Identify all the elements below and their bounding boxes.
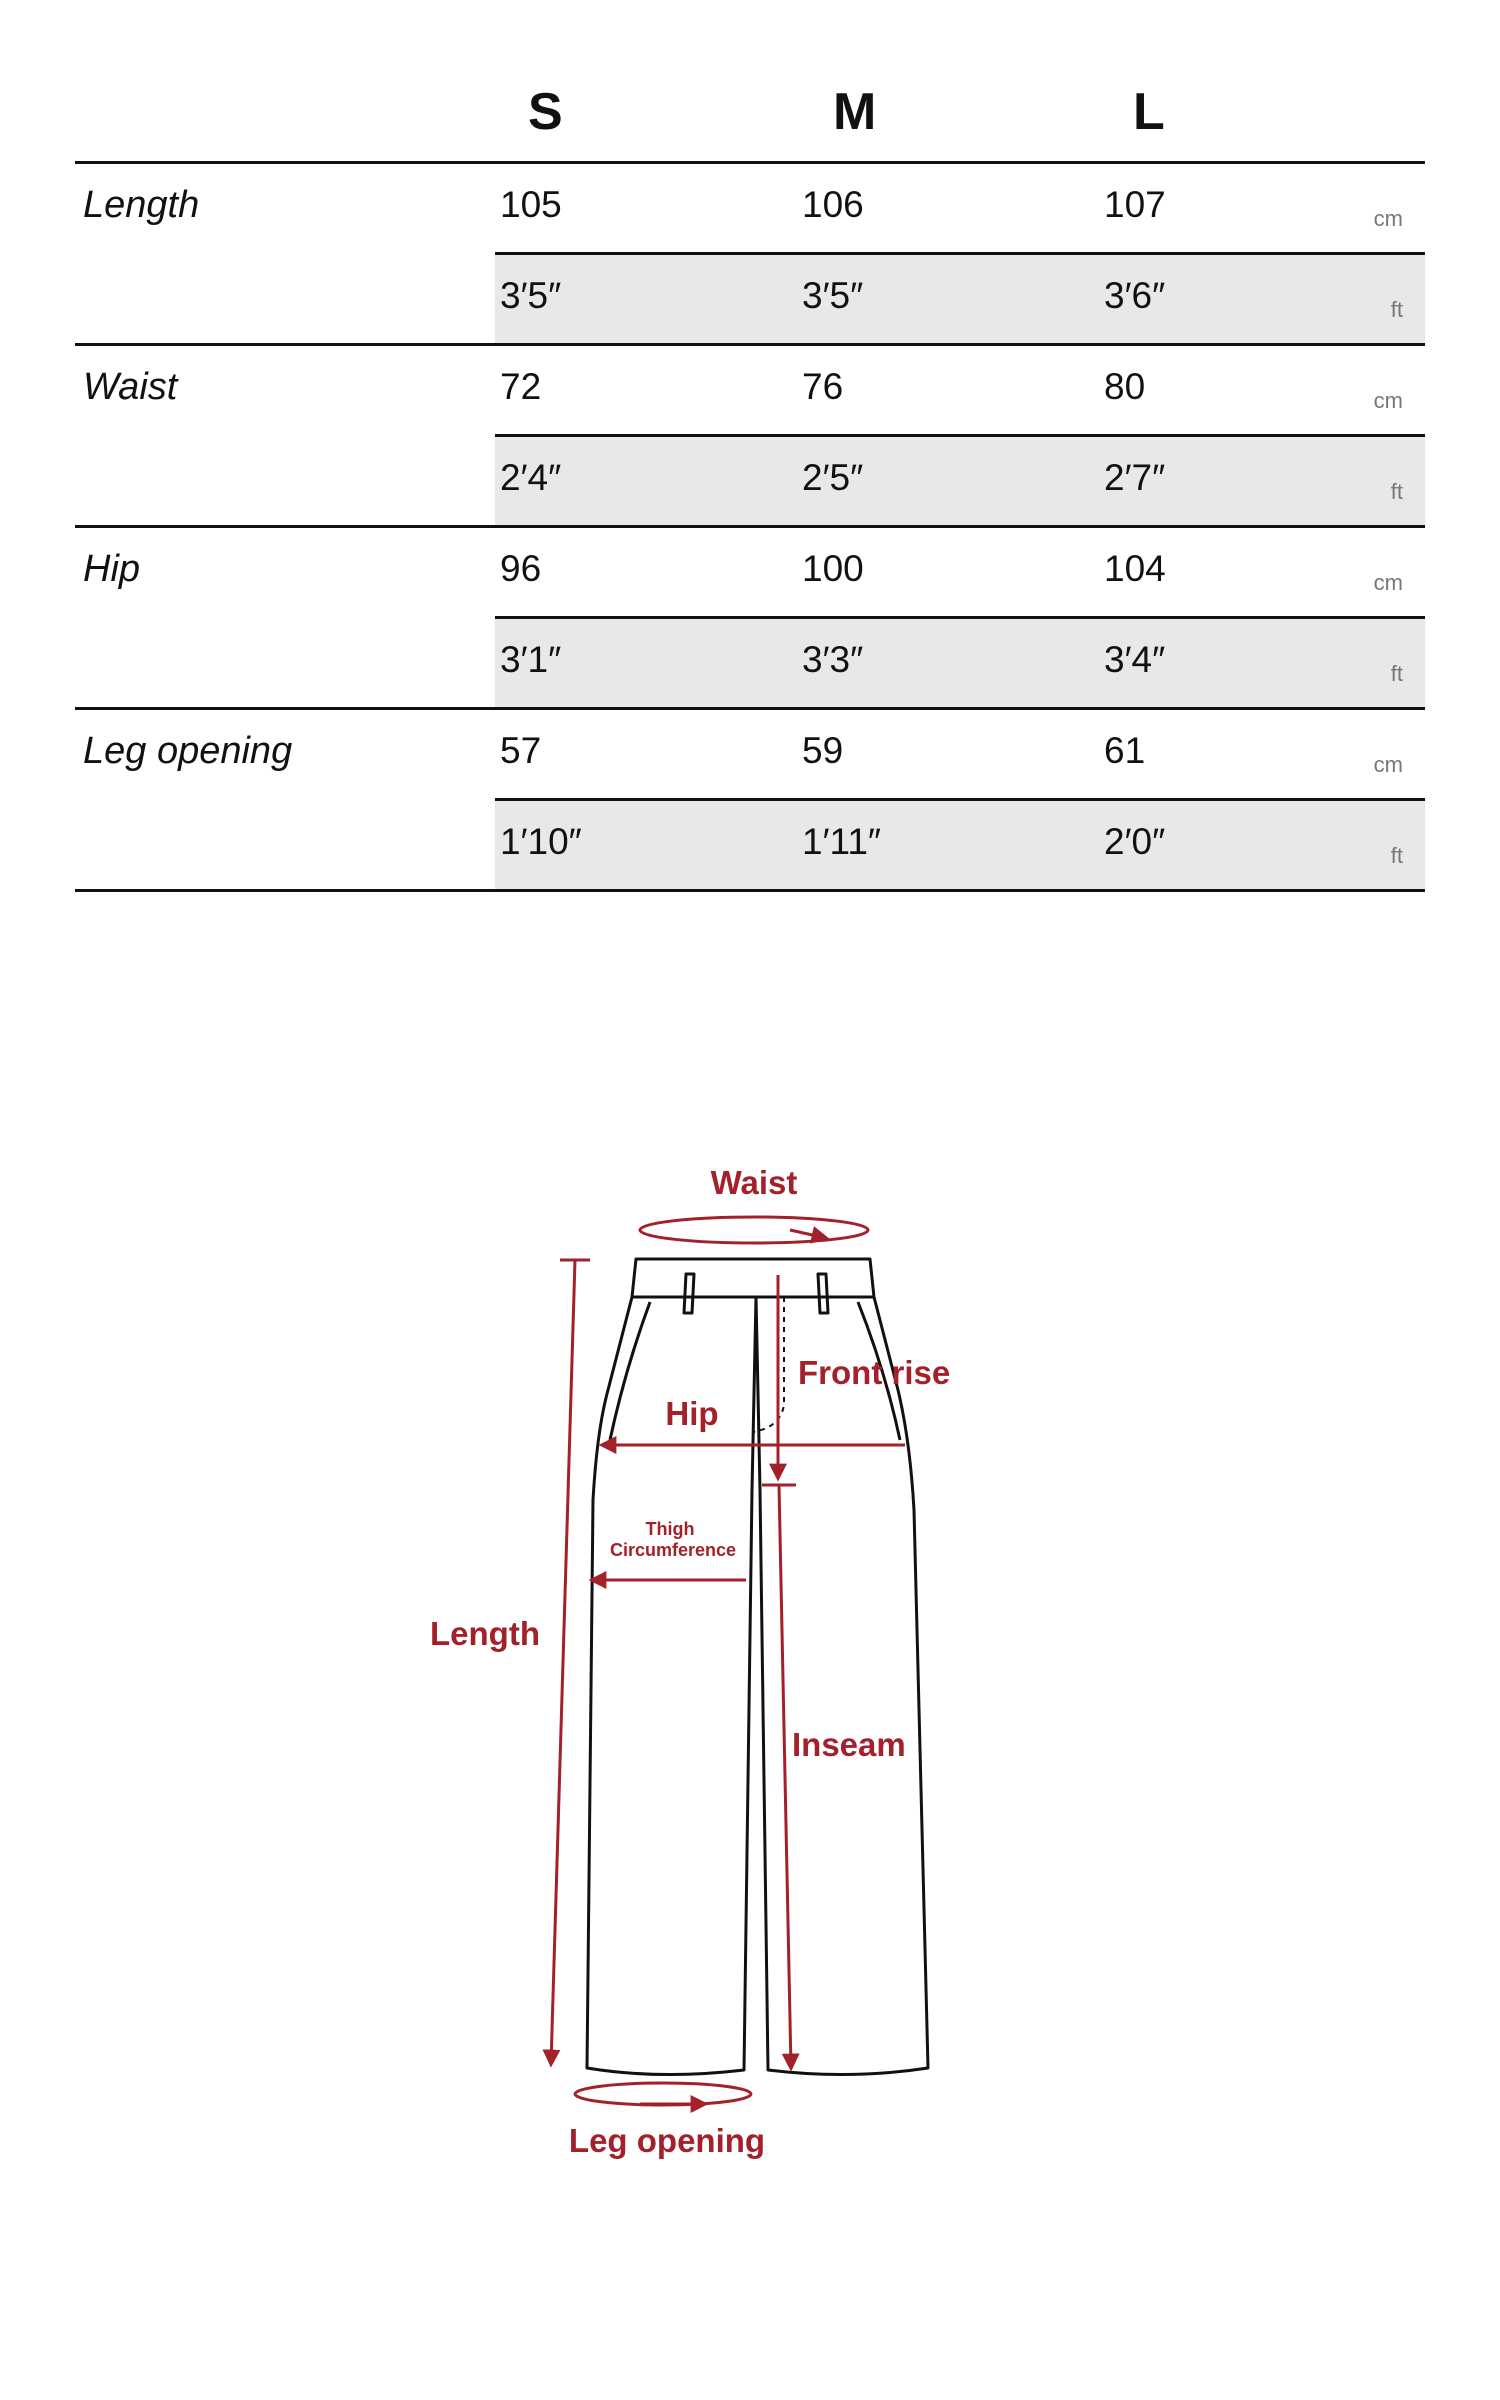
inseam-label: Inseam bbox=[792, 1726, 906, 1763]
cm-row bbox=[495, 164, 1425, 255]
value-cell: 61 bbox=[1104, 730, 1146, 771]
cm-row bbox=[495, 528, 1425, 619]
leg-opening-label: Leg opening bbox=[568, 2122, 766, 2159]
value-cell: 104 bbox=[1104, 548, 1166, 589]
unit-label: cm bbox=[1373, 570, 1403, 595]
value-cell: 3′5″ bbox=[500, 275, 562, 316]
size-header-s: S bbox=[528, 83, 563, 141]
value-cell: 1′11″ bbox=[802, 821, 882, 862]
thigh-label-line-2: Circumference bbox=[609, 1540, 737, 1560]
waistband bbox=[632, 1259, 874, 1297]
value-cell: 1′10″ bbox=[500, 821, 582, 862]
value-cell: 59 bbox=[802, 730, 844, 771]
unit-label: ft bbox=[1390, 661, 1403, 686]
ft-row bbox=[495, 619, 1425, 707]
belt-loop-right bbox=[818, 1274, 828, 1313]
value-cell: 2′4″ bbox=[500, 457, 562, 498]
value-cell: 3′1″ bbox=[500, 639, 562, 680]
cm-row bbox=[495, 710, 1425, 801]
value-cell: 105 bbox=[500, 184, 562, 225]
value-cell: 3′6″ bbox=[1104, 275, 1166, 316]
measure-label: Hip bbox=[83, 548, 141, 590]
unit-label: ft bbox=[1390, 297, 1403, 322]
ft-row bbox=[495, 801, 1425, 889]
value-cell: 72 bbox=[500, 366, 542, 407]
pants-measurement-diagram bbox=[0, 1130, 1500, 2180]
value-cell: 3′3″ bbox=[802, 639, 864, 680]
value-cell: 80 bbox=[1104, 366, 1146, 407]
measure-label: Leg opening bbox=[83, 730, 293, 772]
value-cell: 2′0″ bbox=[1104, 821, 1166, 862]
ft-row bbox=[495, 255, 1425, 343]
unit-label: ft bbox=[1390, 479, 1403, 504]
measure-group-leg-opening bbox=[75, 710, 1425, 892]
value-cell: 3′5″ bbox=[802, 275, 864, 316]
value-cell: 57 bbox=[500, 730, 542, 771]
size-header-l: L bbox=[1133, 83, 1165, 141]
length-arrow bbox=[551, 1260, 575, 2064]
value-cell: 76 bbox=[802, 366, 844, 407]
size-header-row bbox=[75, 60, 1425, 164]
belt-loop-left bbox=[684, 1274, 694, 1313]
value-cell: 2′7″ bbox=[1104, 457, 1166, 498]
size-header-m: M bbox=[833, 83, 877, 141]
value-cell: 3′4″ bbox=[1104, 639, 1166, 680]
waist-arrow bbox=[640, 1217, 868, 1243]
unit-label: cm bbox=[1373, 388, 1403, 413]
measure-group-waist bbox=[75, 346, 1425, 528]
waist-arrow-head bbox=[790, 1230, 826, 1238]
measure-label: Length bbox=[83, 184, 200, 226]
length-label: Length bbox=[430, 1615, 540, 1652]
ft-row bbox=[495, 437, 1425, 525]
value-cell: 100 bbox=[802, 548, 864, 589]
thigh-label-line-1: Thigh bbox=[645, 1519, 695, 1539]
waist-label: Waist bbox=[710, 1164, 798, 1201]
unit-label: ft bbox=[1390, 843, 1403, 868]
front-rise-label: Front rise bbox=[798, 1354, 951, 1391]
leg-opening-arrow bbox=[575, 2083, 751, 2105]
measure-label: Waist bbox=[83, 366, 178, 408]
value-cell: 96 bbox=[500, 548, 542, 589]
value-cell: 2′5″ bbox=[802, 457, 864, 498]
hip-label: Hip bbox=[665, 1395, 719, 1432]
unit-label: cm bbox=[1373, 206, 1403, 231]
measure-group-hip bbox=[75, 528, 1425, 710]
unit-label: cm bbox=[1373, 752, 1403, 777]
inseam-arrow bbox=[779, 1485, 791, 2068]
measure-group-length bbox=[75, 164, 1425, 346]
value-cell: 107 bbox=[1104, 184, 1166, 225]
value-cell: 106 bbox=[802, 184, 864, 225]
size-table bbox=[75, 60, 1425, 892]
cm-row bbox=[495, 346, 1425, 437]
left-pocket bbox=[610, 1302, 650, 1440]
